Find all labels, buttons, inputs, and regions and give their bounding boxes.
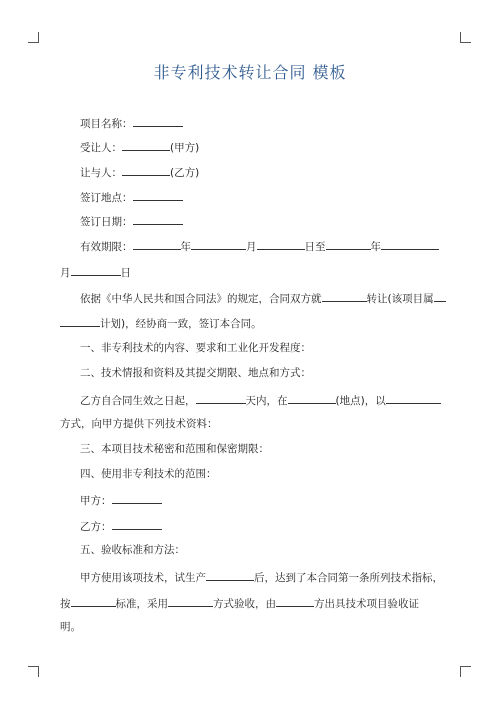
paragraph-acceptance-cont [60,595,419,611]
crop-mark-top-left [28,32,39,43]
paragraph-delivery-cont: 方式，向甲方提供下列技术资料： [60,418,218,430]
legal-basis-text-a: 依据《中华人民共和国合同法》的规定，合同双方就 [80,293,322,305]
transferor-label: 让与人： [80,167,122,179]
party-b-field [80,518,162,534]
acceptance-text-c: 按 [60,598,71,610]
section-2-heading: 二、技术情报和资料及其提交期限、地点和方式： [80,367,311,379]
year-label: 年 [180,241,191,253]
section-4-heading: 四、使用非专利技术的范围： [80,468,217,480]
party-a-label: 甲方： [80,495,112,507]
month-label-2: 月 [60,267,71,279]
acceptance-text-f: 方出具技术项目验收证 [314,598,419,610]
party-b-blank [112,518,162,530]
validity-start-day-blank [257,238,305,250]
delivery-text-b: 天内，在 [245,395,288,407]
paragraph-acceptance-end: 明。 [60,621,81,633]
party-issuer-blank [276,595,314,607]
place-blank [288,392,336,404]
paragraph-acceptance [80,569,443,585]
transferee-label: 受让人： [80,142,122,154]
days-blank [196,392,246,404]
sign-date-field [80,213,183,229]
sign-place-label: 签订地点： [80,192,133,204]
acceptance-text-b: 后，达到了本合同第一条所列技术指标， [254,572,443,584]
validity-end-month-blank [381,238,439,250]
section-3-heading: 三、本项目技术秘密和范围和保密期限： [80,443,269,455]
method-acceptance-blank [168,595,213,607]
validity-end-day-blank [71,264,121,276]
transferor-field [80,164,199,180]
paragraph-legal-basis [80,290,446,306]
party-b-label: 乙方： [80,521,112,533]
acceptance-text-a: 甲方使用该项技术，试生产 [80,572,206,584]
validity-label: 有效期限： [80,241,133,253]
transferee-suffix: (甲方) [170,142,200,154]
sign-place-field [80,189,183,205]
day-to-label: 日至 [304,241,326,253]
delivery-text-a: 乙方自合同生效之日起， [80,395,196,407]
project-name-field [80,115,183,131]
party-a-field [80,492,162,508]
sign-place-blank [133,189,183,201]
project-name-label: 项目名称： [80,118,133,130]
transferee-blank [122,139,170,151]
delivery-text-c: (地点)，以 [335,395,386,407]
paragraph-delivery [80,392,441,408]
validity-start-year-blank [133,238,181,250]
method-blank [386,392,441,404]
validity-start-month-blank [191,238,246,250]
tech-name-blank [322,290,367,302]
section-5-heading: 五、验收标准和方法： [80,544,185,556]
plan-blank-b [60,315,100,327]
legal-basis-text-c: 计划)，经协商一致，签订本合同。 [100,318,262,330]
validity-field [80,238,439,254]
plan-blank-a [434,290,446,302]
crop-mark-bottom-right [460,666,471,677]
validity-field-cont [60,264,131,280]
crop-mark-top-right [460,32,471,43]
acceptance-text-e: 方式验收，由 [213,598,276,610]
trial-blank [206,569,254,581]
acceptance-text-d: 标准，采用 [115,598,168,610]
paragraph-legal-basis-cont [60,315,262,331]
sign-date-blank [133,213,183,225]
project-name-blank [133,115,183,127]
party-a-blank [112,492,162,504]
sign-date-label: 签订日期： [80,216,133,228]
transferor-blank [122,164,170,176]
transferee-field [80,139,199,155]
month-label: 月 [246,241,257,253]
legal-basis-text-b: 转让(该项目属 [366,293,434,305]
day-label: 日 [120,267,131,279]
standard-blank [71,595,116,607]
crop-mark-bottom-left [28,666,39,677]
document-title: 非专利技术转让合同 模板 [153,63,347,82]
validity-end-year-blank [326,238,371,250]
transferor-suffix: (乙方) [170,167,200,179]
year-label-2: 年 [370,241,381,253]
section-1-heading: 一、非专利技术的内容、要求和工业化开发程度： [80,342,311,354]
